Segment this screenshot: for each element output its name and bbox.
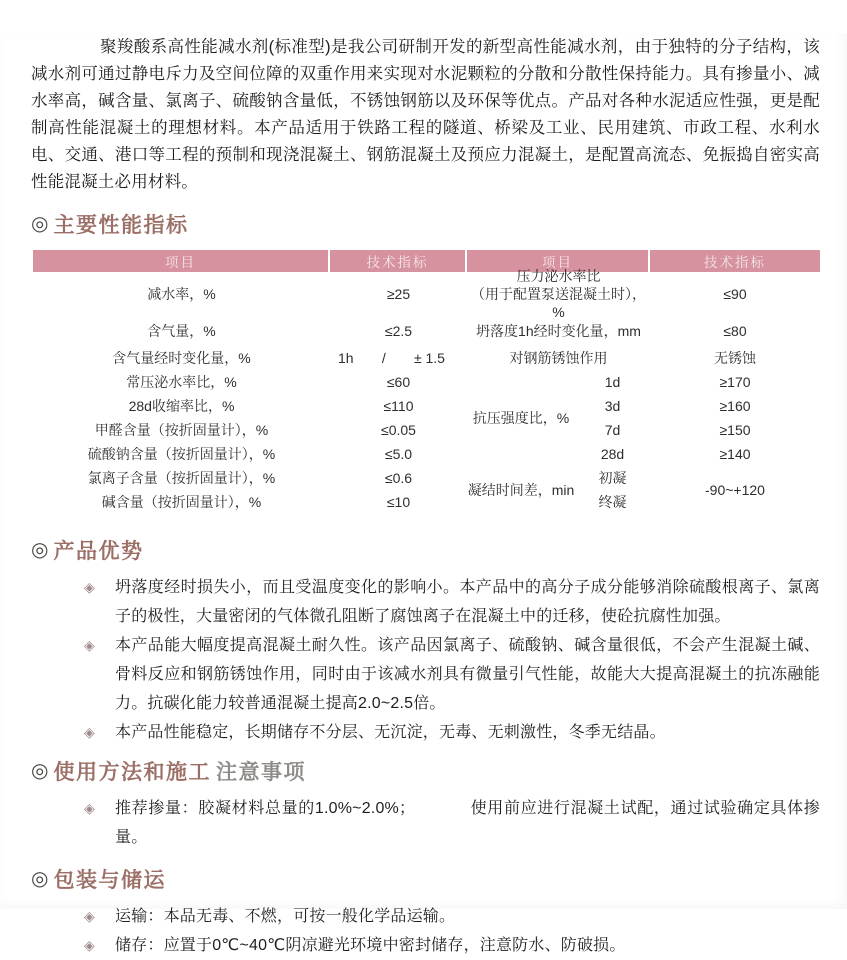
value-cell: ≤90 <box>723 286 747 302</box>
diamond-bullet-icon: ◈ <box>84 937 95 953</box>
item-cell: 氯离子含量（按折固量计），% <box>87 470 276 486</box>
section-heading-advantages <box>31 535 847 565</box>
item-cell: 含气量经时变化量，% <box>112 350 251 366</box>
item-cell: 坍落度1h经时变化量，mm <box>476 323 641 339</box>
value-text: ± 1.5 <box>413 350 445 366</box>
packaging-list <box>84 902 820 960</box>
table-rowgroup-strength <box>467 370 820 466</box>
product-spec-document <box>0 34 847 954</box>
table-row <box>467 346 820 370</box>
table-row <box>467 268 820 320</box>
item-cell: 硫酸钠含量（按折固量计），% <box>87 446 276 462</box>
setting-label: 终凝 <box>598 494 627 510</box>
age-label: 28d <box>600 446 625 462</box>
diamond-bullet-icon: ◈ <box>84 724 95 740</box>
table-row <box>33 490 467 514</box>
item-cell: 减水率，% <box>147 286 216 302</box>
item-cell: 凝结时间差，min <box>467 482 575 498</box>
value-text: ≥160 <box>719 398 751 414</box>
table-body <box>33 268 820 514</box>
table-header-cell: 技术指标 <box>650 250 820 272</box>
intro-paragraph: 聚羧酸系高性能减水剂(标准型)是我公司研制开发的新型高性能减水剂，由于独特的分子结构，该减水剂可通过静电斥力及空间位障的双重作用来实现对水泥颗粒的分散和分散性保持能力。具有掺量小、减水率高，碱含量、氯离子、硫酸钠含量低，不锈蚀钢筋以及环保等优点。产品对各种水泥适应性强，更是配制高性能混凝土的理想材料。本产品适用于铁路工程的隧道、桥梁及工业、民用建筑、市政工程、水利水电、交通、港口等工程的预制和现浇混凝土、钢筋混凝土及预应力混凝土，是配置高流态、免振捣自密实高性能混凝土必用材料。 <box>31 38 820 191</box>
list-item <box>84 718 820 747</box>
item-cell: 28d收缩率比，% <box>128 398 235 414</box>
table-row <box>33 370 467 394</box>
value-cell <box>330 346 467 370</box>
bullet-text <box>115 794 820 852</box>
section-heading-performance <box>31 209 847 239</box>
item-cell: 甲醛含量（按折固量计），% <box>94 422 269 438</box>
section-title: 主要性能指标 <box>53 214 189 237</box>
section-title: 包装与储运 <box>53 869 166 892</box>
setting-subcolumn <box>575 466 650 514</box>
bullet-text: 本产品能大幅度提高混凝土耐久性。该产品因氯离子、硫酸钠、碱含量很低，不会产生混凝土碱、骨料反应和钢筋锈蚀作用，同时由于该减水剂具有微量引气性能，故能大大提高混凝土的抗冻融能力。抗碳化能力较普通混凝土提高2.0~2.5倍。 <box>115 637 820 712</box>
value-text: ≥170 <box>719 374 751 390</box>
diamond-bullet-icon: ◈ <box>84 579 95 595</box>
value-subcolumn <box>650 370 820 466</box>
bullet-text: 储存：应置于0℃~40℃阴凉避光环境中密封储存，注意防水、防破损。 <box>115 937 626 954</box>
usage-list <box>84 794 820 852</box>
slash-separator: / <box>381 350 386 366</box>
bullet-text: 本产品性能稳定，长期储存不分层、无沉淀，无毒、无刺激性，冬季无结晶。 <box>115 724 666 741</box>
trial-mix-text: 使用前应进行混凝土试配，通过试验确定具体掺量。 <box>115 800 821 846</box>
diamond-bullet-icon: ◈ <box>84 908 95 924</box>
table-row <box>467 316 820 346</box>
double-circle-icon: ◎ <box>31 760 49 782</box>
value-cell: ≤0.6 <box>384 470 413 486</box>
diamond-bullet-icon: ◈ <box>84 800 95 816</box>
item-line: 压力泌水率比 <box>516 268 601 284</box>
table-row <box>33 418 467 442</box>
table-header-cell: 技术指标 <box>330 250 467 272</box>
section-heading-packaging <box>31 864 847 894</box>
age-label: 1d <box>604 374 621 390</box>
table-header-cell: 项目 <box>467 250 650 272</box>
dosage-text: 推荐掺量：胶凝材料总量的1.0%~2.0%； <box>115 800 416 817</box>
item-cell: 常压泌水率比，% <box>126 374 237 390</box>
table-row <box>33 466 467 490</box>
advantages-list <box>84 573 820 747</box>
value-cell: -90~+120 <box>705 482 765 498</box>
section-title-secondary: 注意事项 <box>215 761 306 784</box>
table-right-half <box>467 268 820 514</box>
list-item <box>84 931 820 960</box>
list-item <box>84 573 820 631</box>
double-circle-icon: ◎ <box>31 539 49 561</box>
value-text: ≥140 <box>719 446 751 462</box>
item-line: （用于配置泵送混凝土时），% <box>471 286 646 320</box>
table-rowgroup-setting-time <box>467 466 820 514</box>
value-cell: ≤80 <box>723 323 747 339</box>
bullet-text: 运输：本品无毒、不燃，可按一般化学品运输。 <box>115 908 456 925</box>
item-cell: 抗压强度比，% <box>472 410 570 426</box>
value-cell: 无锈蚀 <box>714 350 756 366</box>
section-heading-usage <box>31 756 847 786</box>
table-row <box>33 316 467 346</box>
item-cell: 含气量，% <box>147 323 216 339</box>
performance-table <box>33 250 820 514</box>
value-cell: ≤110 <box>383 398 414 414</box>
item-cell: 对钢筋锈蚀作用 <box>509 350 608 366</box>
table-row <box>33 346 467 370</box>
double-circle-icon: ◎ <box>31 868 49 890</box>
sub-label: 1h <box>338 350 354 366</box>
value-cell: ≤60 <box>386 374 411 390</box>
double-circle-icon: ◎ <box>31 213 49 235</box>
table-row <box>33 394 467 418</box>
bullet-text: 坍落度经时损失小，而且受温度变化的影响小。本产品中的高分子成分能够消除硫酸根离子、氯离子的极性，大量密闭的气体微孔阻断了腐蚀离子在混凝土中的迁移，使砼抗腐性加强。 <box>115 579 820 625</box>
table-left-half <box>33 272 467 514</box>
diamond-bullet-icon: ◈ <box>84 637 95 653</box>
table-header-cell: 项目 <box>33 250 330 272</box>
list-item <box>84 902 820 931</box>
age-label: 3d <box>604 398 621 414</box>
list-item <box>84 631 820 718</box>
list-item <box>84 794 820 852</box>
value-cell: ≤10 <box>386 494 411 510</box>
section-title-primary: 使用方法和施工 <box>53 761 211 784</box>
table-row <box>33 272 467 316</box>
section-title: 产品优势 <box>53 540 144 563</box>
setting-label: 初凝 <box>598 470 627 486</box>
age-label: 7d <box>604 422 621 438</box>
age-subcolumn <box>575 370 650 466</box>
value-cell: ≤2.5 <box>384 323 413 339</box>
value-cell: ≥25 <box>386 286 411 302</box>
item-cell: 碱含量（按折固量计），% <box>101 494 262 510</box>
value-cell: ≤5.0 <box>384 446 413 462</box>
value-text: ≥150 <box>719 422 751 438</box>
value-cell: ≤0.05 <box>381 422 416 438</box>
table-row <box>33 442 467 466</box>
table-header-row <box>33 250 820 272</box>
item-cell <box>467 268 650 320</box>
